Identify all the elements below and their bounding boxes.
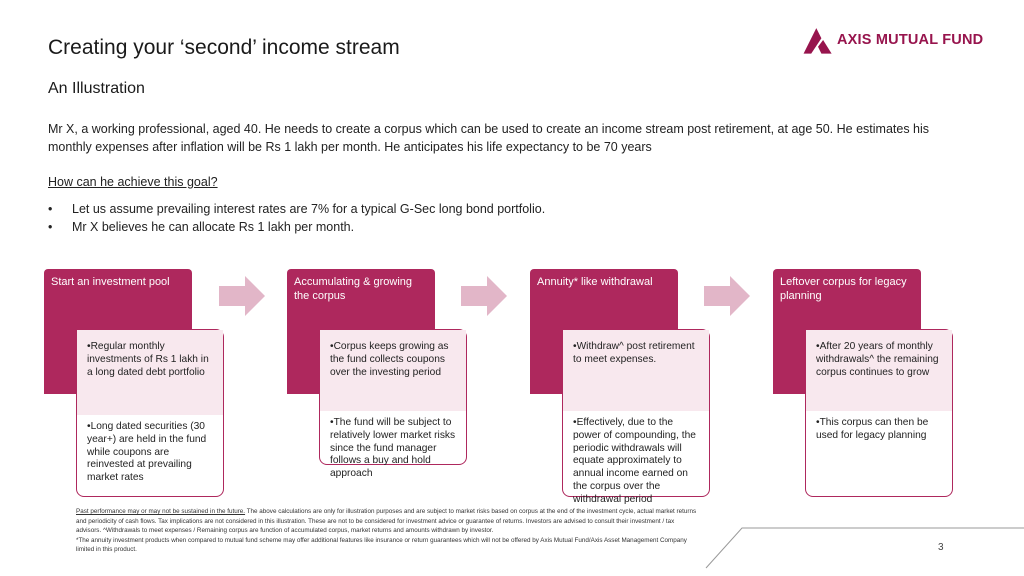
axis-mutual-fund-logo bbox=[801, 22, 1006, 58]
step-2-point-1: •Corpus keeps growing as the fund collects coupons over the investing period bbox=[320, 330, 466, 411]
assumption-item: • Let us assume prevailing interest rates are 7% for a typical G-Sec long bond portfolio. bbox=[48, 200, 545, 218]
step-2-header: Accumulating & growing the corpus bbox=[287, 269, 435, 394]
goal-question: How can he achieve this goal? bbox=[48, 175, 218, 189]
step-3-card bbox=[562, 329, 710, 505]
step-3-header: Annuity* like withdrawal bbox=[530, 269, 678, 394]
disclaimer-body: The above calculations are only for illustration purposes and are subject to market risks based on corpus at the end of the investment cycle, actual market returns and periodicity of cash flows. Tax implications are not considered in this illustration. These are not to be considered for investment advice or guarantee of returns. Investors are advised to consult their investment / tax advisors. ^Withdrawals to meet expenses / Remaining corpus are function of accumulated corpus, market returns and amounts withdrawn by investor. bbox=[76, 508, 697, 534]
slide-subtitle: An Illustration bbox=[48, 80, 145, 97]
step-3-point-1: •Withdraw^ post retirement to meet expenses. bbox=[563, 330, 709, 411]
assumption-item: • Mr X believes he can allocate Rs 1 lakh per month. bbox=[48, 218, 545, 236]
step-1-point-2: •Long dated securities (30 year+) are held in the fund while coupons are reinvested at prevailing market rates bbox=[87, 421, 207, 484]
step-3-point-2: •Effectively, due to the power of compounding, the periodic withdrawals will equate approximately to annual income earned on the corpus over the withdrawal period bbox=[573, 417, 696, 505]
step-4-point-2: •This corpus can then be used for legacy planning bbox=[816, 417, 929, 441]
slide-title: Creating your ‘second’ income stream bbox=[48, 36, 400, 59]
step-2-point-2: •The fund will be subject to relatively lower market risks since the fund manager follows a buy and hold approach bbox=[330, 417, 456, 480]
disclaimer-footnote bbox=[76, 507, 701, 555]
annuity-note: *The annuity investment products when compared to mutual fund scheme may offer additional features like insurance or return guarantees which will not be offered by Axis Mutual Fund/Axis Asset Management Company limited in this product. bbox=[76, 536, 687, 553]
flow-arrow-icon bbox=[461, 276, 507, 316]
step-1-header: Start an investment pool bbox=[44, 269, 192, 394]
logo-text: AXIS MUTUAL FUND bbox=[837, 32, 984, 48]
axis-logo-icon bbox=[801, 23, 835, 57]
step-4-point-1: •After 20 years of monthly withdrawals^ the remaining corpus continues to grow bbox=[806, 330, 952, 411]
intro-paragraph: Mr X, a working professional, aged 40. He needs to create a corpus which can be used to create an income stream post retirement, at age 50. He estimates his monthly expenses after inflation will be Rs 1 lakh per month. He anticipates his life expectancy to be 70 years bbox=[48, 122, 930, 154]
page-number: 3 bbox=[938, 542, 944, 553]
assumption-list bbox=[48, 200, 545, 236]
step-4-header: Leftover corpus for legacy planning bbox=[773, 269, 921, 394]
flow-arrow-icon bbox=[219, 276, 265, 316]
step-1-card bbox=[76, 329, 224, 497]
step-2-card bbox=[319, 329, 467, 480]
step-1-point-1: •Regular monthly investments of Rs 1 lakh in a long dated debt portfolio bbox=[77, 330, 223, 415]
step-4-card bbox=[805, 329, 953, 497]
disclaimer-lead: Past performance may or may not be sustained in the future. bbox=[76, 508, 246, 515]
flow-arrow-icon bbox=[704, 276, 750, 316]
